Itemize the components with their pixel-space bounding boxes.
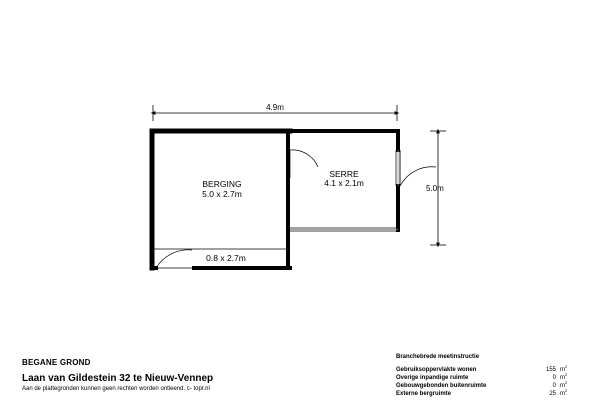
width-dimension xyxy=(153,103,397,121)
unit-exponent: 2 xyxy=(565,372,568,377)
unit-text: m xyxy=(560,375,565,381)
width-label: 4.9m xyxy=(266,103,284,112)
room-storage xyxy=(206,253,246,263)
area-value: 25 xyxy=(549,391,556,397)
unit-exponent: 2 xyxy=(565,380,568,385)
area-row xyxy=(396,363,574,371)
unit-exponent: 2 xyxy=(565,364,568,369)
unit-text: m xyxy=(560,367,565,373)
area-table-title: Branchebrede meetinstructie xyxy=(396,354,480,360)
unit-text: m xyxy=(560,391,565,397)
serre-glass-door xyxy=(396,150,400,186)
area-table xyxy=(396,354,574,395)
area-value: 0 xyxy=(552,383,556,389)
area-label: Gebruiksoppervlakte wonen xyxy=(396,367,477,373)
floor-title: BEGANE GROND xyxy=(22,358,91,367)
door-swing-serre xyxy=(290,150,318,178)
area-label: Overige inpandige ruimte xyxy=(396,375,469,381)
room-name: SERRE xyxy=(329,169,359,179)
walls xyxy=(152,131,398,268)
room-size: 5.0 x 2.7m xyxy=(202,189,242,199)
area-label: Externe bergruimte xyxy=(396,391,452,397)
area-value: 0 xyxy=(552,375,556,381)
room-size: 0.8 x 2.7m xyxy=(206,253,246,263)
footer-info xyxy=(22,358,213,392)
unit-text: m xyxy=(560,383,565,389)
area-unit xyxy=(556,387,574,398)
room-berging xyxy=(202,179,242,199)
door-swing-storage xyxy=(156,250,194,268)
address: Laan van Gildestein 32 te Nieuw-Vennep xyxy=(22,373,214,384)
room-serre xyxy=(324,169,364,188)
area-value: 155 xyxy=(545,367,556,373)
serre-glass-wall xyxy=(290,228,398,231)
room-size: 4.1 x 2.1m xyxy=(324,178,364,188)
depth-dimension xyxy=(426,131,446,245)
unit-exponent: 2 xyxy=(565,388,568,393)
room-name: BERGING xyxy=(202,179,242,189)
door-swing-outside xyxy=(400,150,436,186)
area-label: Gebouwgebonden buitenruimte xyxy=(396,383,487,389)
disclaimer: Aan de plattegronden kunnen geen rechten worden ontleend. c- topr.nl xyxy=(22,386,210,392)
depth-label: 5.0m xyxy=(426,184,444,193)
